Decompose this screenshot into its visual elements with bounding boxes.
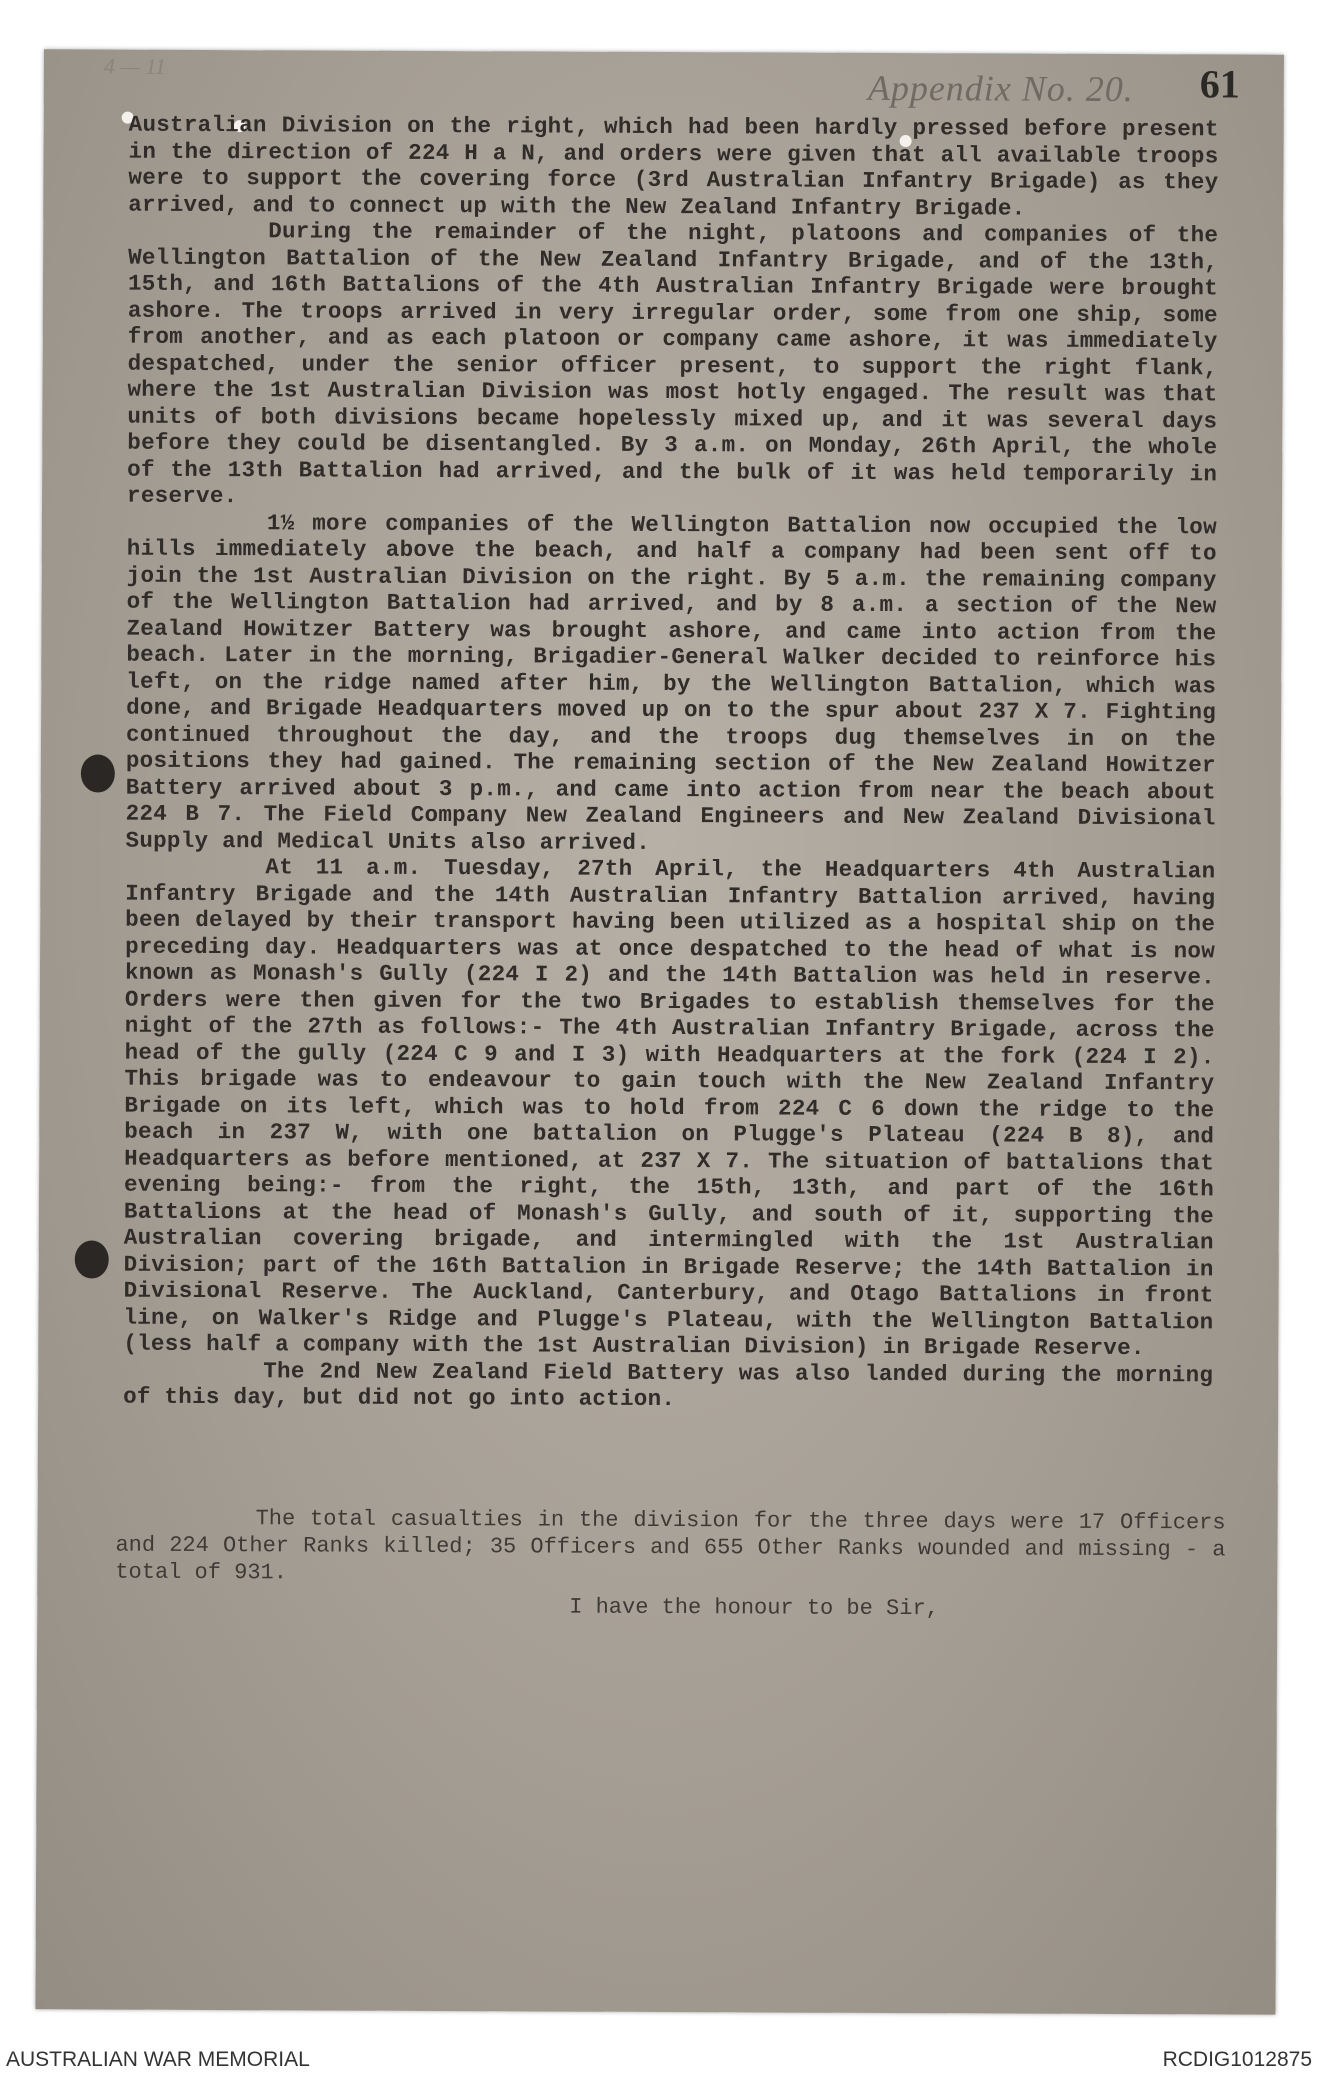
signoff-line: I have the honour to be Sir, [569,1594,939,1622]
paragraph: At 11 a.m. Tuesday, 27th April, the Headquarters 4th Australian Infantry Brigade and the 14th Australian Infantry Battalion arrived, having been delayed by their transport having been utilized as a hospital ship on the preceding day. Headquarters was at once despatched to the head of what is now known as Monash's Gully (224 I 2) and the 14th Battalion was held in reserve. Orders were then given for the two Brigades to establish themselves for the night of the 27th as follows:- The 4th Australian Infantry Brigade, across the head of the gully (224 C 9 and I 3) with Headquarters at the fork (224 I 2). This brigade was to endeavour to gain touch with the New Zealand Infantry Brigade on its left, which was to hold from 224 C 6 down the ridge to the beach in 237 W, with one battalion on Plugge's Plateau (224 B 8), and Headquarters as before mentioned, at 237 X 7. The situation of battalions that evening being:- from the right, the 15th, 13th, and part of the 16th Battalions at the head of Monash's Gully, and south of it, supporting the Australian covering brigade, and intermingled with the 1st Australian Division; part of the 16th Battalion in Brigade Reserve; the 14th Battalion in Divisional Reserve. The Auckland, Canterbury, and Otago Battalions in front line, on Walker's Ridge and Plugge's Plateau, with the Wellington Battalion (less half a company with the 1st Australian Division) in Brigade Reserve. [123,854,1216,1362]
punch-hole [81,754,115,792]
paragraph: During the remainder of the night, platoons and companies of the Wellington Battalion of the New Zealand Infantry Brigade, and of the 13th, 15th, and 16th Battalions of the 4th Australian Infantry Brigade were brought ashore. The troops arrived in very irregular order, some from one ship, some from another, and as each platoon or company came ashore, it was immediately despatched, under the senior officer present, to support the right flank, where the 1st Australian Division was most hotly engaged. The result was that units of both divisions became hopelessly mixed up, and it was several days before they could be disentangled. By 3 a.m. on Monday, 26th April, the whole of the 13th Battalion had arrived, and the bulk of it was held temporarily in reserve. [127,218,1219,510]
footer-archive-name: AUSTRALIAN WAR MEMORIAL [6,2048,310,2071]
paragraph: Australian Division on the right, which had been hardly pressed before present in the direction of 224 H a N, and orders were given that all available troops were to support the covering force (3rd Australian Infantry Brigade) as they arrived, and to connect up with the New Zealand Infantry Brigade. [128,111,1219,222]
folio-number: 61 [1199,61,1240,107]
casualties-block [115,1505,1225,1591]
punch-hole [75,1240,109,1278]
paragraph: 1½ more companies of the Wellington Battalion now occupied the low hills immediately above the beach, and half a company had been sent off to join the 1st Australian Division on the right. By 5 a.m. the remaining company of the Wellington Battalion had arrived, and by 8 a.m. a section of the New Zealand Howitzer Battery was brought ashore, and came into action from the beach. Later in the morning, Brigadier-General Walker decided to reinforce his left, on the ridge named after him, by the Wellington Battalion, which was done, and Brigade Headquarters moved up on to the spur about 237 X 7. Fighting continued throughout the day, and the troops dug themselves in on the positions they had gained. The remaining section of the New Zealand Howitzer Battery arrived about 3 p.m., and came into action from near the beach about 224 B 7. The Field Company New Zealand Engineers and New Zealand Divisional Supply and Medical Units also arrived. [125,509,1217,856]
paragraph: The 2nd New Zealand Field Battery was also landed during the morning of this day, but did not go into action. [123,1357,1214,1413]
handwritten-scrawl: 4 — 11 [103,53,166,79]
typed-body [123,112,1219,1415]
footer-record-id: RCDIG1012875 [1162,2048,1312,2071]
casualties-paragraph: The total casualties in the division for the three days were 17 Officers and 224 Other Ranks killed; 35 Officers and 655 Other Ranks wounded and missing - a total of 931. [115,1506,1226,1586]
appendix-label: Appendix No. 20. [867,67,1134,110]
document-sheet [35,49,1284,2014]
